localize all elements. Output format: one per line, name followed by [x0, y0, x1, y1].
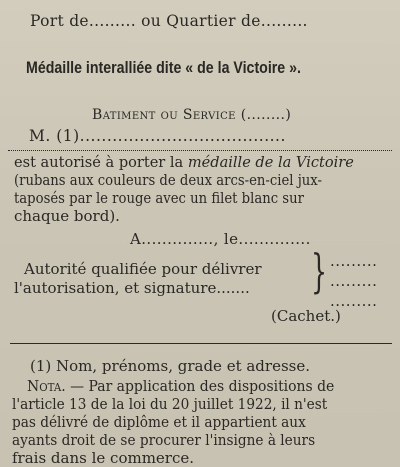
nota-line-2: l'article 13 de la loi du 20 juillet 1922, il n'est [12, 395, 328, 413]
authority-line-1: Autorité qualifiée pour délivrer [24, 260, 262, 278]
nota-text-1: — Par application des dispositions de [65, 377, 335, 395]
authority-line-2: l'autorisation, et signature....... [14, 279, 250, 297]
cachet-label: (Cachet.) [271, 307, 341, 325]
document-title: Médaille interalliée dite « de la Victoire ». [26, 59, 301, 77]
m-name-line: M. (1)...................................... [29, 127, 286, 145]
medal-name: médaille de la Victoire [187, 153, 354, 171]
authorization-line-1 [14, 155, 354, 170]
nota-label: Nota. [27, 377, 66, 395]
ribbon-description-line-3: chaque bord). [14, 207, 120, 225]
footnote-1: (1) Nom, prénoms, grade et adresse. [30, 357, 310, 375]
signature-dots-2: ......... [330, 272, 378, 290]
nota-line-3: pas délivré de diplôme et il appartient aux [12, 413, 306, 431]
nota-line-5: frais dans le commerce. [12, 449, 195, 467]
ribbon-description-line-1: (rubans aux couleurs de deux arcs-en-ciel jux- [14, 171, 322, 189]
divider-footnotes [10, 343, 392, 344]
nota-line-4: ayants droit de se procurer l'insigne à leurs [12, 431, 316, 449]
place-date-line: A.............., le.............. [130, 230, 311, 248]
divider-top [8, 150, 392, 151]
signature-dots-3: ......... [330, 292, 378, 310]
ribbon-description-line-2: taposés par le rouge avec un filet blanc sur [14, 189, 304, 207]
batiment-service-label: Batiment ou Service (........) [92, 107, 292, 123]
signature-dots-1: ......... [330, 252, 378, 270]
nota-line-1 [27, 379, 334, 394]
authorization-text: est autorisé à porter la [14, 153, 188, 171]
port-quartier-line: Port de......... ou Quartier de......... [30, 12, 308, 30]
brace-icon: } [311, 244, 328, 298]
